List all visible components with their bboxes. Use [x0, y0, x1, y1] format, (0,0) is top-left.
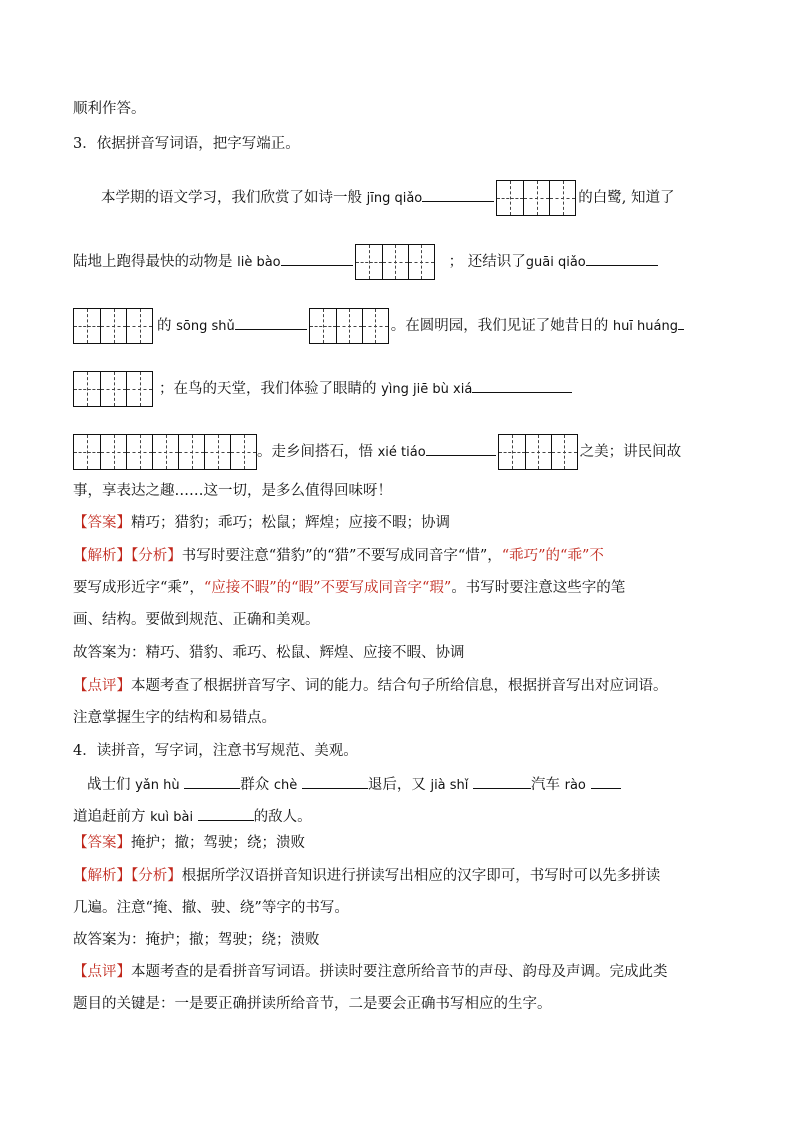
q4-text: 退后，又: [367, 777, 431, 793]
answer-blank[interactable]: [426, 440, 496, 456]
analysis-tag: 【解析】【分析】: [73, 868, 182, 884]
q3-line-1: [101, 180, 674, 216]
q3-line-2: [73, 244, 658, 280]
analysis-3-line-2: [73, 578, 625, 598]
pinyin: guāi qiǎo: [525, 255, 586, 270]
analysis-4-line-1: [73, 866, 660, 886]
answer-blank[interactable]: [422, 186, 494, 202]
pinyin: huī huáng: [612, 319, 678, 334]
writing-grid[interactable]: [355, 244, 435, 280]
answer-blank[interactable]: [281, 250, 353, 266]
answer-tag: 【答案】: [73, 835, 131, 851]
q3-text: 本学期的语文学习，我们欣赏了如诗一般: [101, 190, 367, 206]
q4-text: 汽车: [531, 777, 565, 793]
comment-4-line-2: 题目的关键是：一是要正确拼读所给音节，二是要会正确书写相应的生字。: [73, 996, 552, 1012]
answer-blank[interactable]: [184, 773, 240, 789]
answer-blank[interactable]: [678, 314, 684, 330]
analysis-3-line-1: [73, 546, 604, 566]
q3-line-3: [73, 308, 684, 344]
analysis-text: 要写成形近字“乘”，: [73, 580, 204, 596]
comment-text: 本题考查了根据拼音写字、词的能力。结合句子所给信息，根据拼音写出对应词语。: [131, 678, 668, 694]
q4-text: 的敌人。: [253, 809, 312, 825]
writing-grid[interactable]: [73, 371, 153, 407]
comment-4-line-1: [73, 962, 668, 982]
continuation-text: 顺利作答。: [73, 101, 146, 117]
pinyin: kuì bài: [150, 810, 194, 825]
comment-3-line-2: 注意掌握生字的结构和易错点。: [73, 710, 276, 726]
pinyin: liè bào: [237, 255, 281, 270]
answer-blank[interactable]: [235, 314, 307, 330]
answer-blank[interactable]: [302, 773, 368, 789]
answer-text: 掩护；撤；驾驶；绕；溃败: [131, 835, 305, 851]
q3-text: 陆地上跑得最快的动物是: [73, 254, 238, 270]
pinyin: jià shǐ: [430, 778, 469, 793]
analysis-text-red: “应接不暇”的“暇”不要写成同音字“瑕”: [203, 580, 452, 596]
answer-blank[interactable]: [591, 773, 621, 789]
analysis-tag: 【解析】【分析】: [73, 548, 182, 564]
analysis-3-line-3: 画、结构。要做到规范、正确和美观。: [73, 612, 320, 628]
q3-text: 。在圆明园，我们见证了她昔日的: [390, 318, 613, 334]
final-answer-3: 故答案为：精巧、猎豹、乖巧、松鼠、辉煌、应接不暇、协调: [73, 645, 465, 661]
pinyin: rào: [564, 778, 586, 793]
q4-text: 道追赶前方: [73, 809, 151, 825]
writing-grid[interactable]: [73, 308, 153, 344]
answer-blank[interactable]: [472, 377, 572, 393]
q3-text: 。走乡间搭石，悟: [257, 444, 378, 460]
q3-text: 的: [157, 318, 177, 334]
final-answer-4: 故答案为：掩护；撤；驾驶；绕；溃败: [73, 932, 320, 948]
answer-blank[interactable]: [586, 250, 658, 266]
pinyin: yǎn hù: [135, 778, 180, 793]
q4-text: 战士们: [87, 777, 136, 793]
pinyin: xié tiáo: [377, 445, 426, 460]
pinyin: sōng shǔ: [176, 319, 235, 334]
q3-text: 的白鹭, 知道了: [578, 190, 675, 206]
answer-4: [73, 833, 305, 853]
analysis-4-line-2: 几遍。注意“掩、撤、驶、绕”等字的书写。: [73, 900, 349, 916]
comment-text: 本题考查的是看拼音写词语。拼读时要注意所给音节的声母、韵母及声调。完成此类: [131, 964, 668, 980]
q4-line-1: [87, 773, 621, 796]
q3-line-4: [73, 371, 572, 407]
question-4-title: 4．读拼音，写字词，注意书写规范、美观。: [73, 743, 358, 759]
pinyin: chè: [273, 778, 298, 793]
writing-grid[interactable]: [498, 434, 578, 470]
answer-tag: 【答案】: [73, 515, 131, 531]
q3-line-6: 事，享表达之趣……这一切，是多么值得回味呀！: [73, 483, 392, 499]
answer-text: 精巧；猎豹；乖巧；松鼠；辉煌；应接不暇；协调: [131, 515, 450, 531]
q3-line-5: [73, 434, 681, 470]
q4-line-2: [73, 805, 312, 828]
analysis-text-red: “乖巧”的“乖”不: [501, 548, 604, 564]
answer-3: [73, 513, 450, 533]
analysis-text: 书写时要注意“猎豹”的“猎”不要写成同音字“惜”，: [181, 548, 502, 564]
writing-grid[interactable]: [309, 308, 389, 344]
answer-blank[interactable]: [198, 805, 254, 821]
pinyin: jīng qiǎo: [366, 191, 423, 206]
comment-tag: 【点评】: [73, 678, 131, 694]
pinyin: yìng jiē bù xiá: [381, 382, 473, 397]
writing-grid[interactable]: [496, 180, 576, 216]
q3-text: 之美；讲民间故: [579, 444, 682, 460]
q3-text: ；在鸟的天堂，我们体验了眼睛的: [159, 381, 382, 397]
answer-blank[interactable]: [473, 773, 531, 789]
q3-text: ； 还结识了: [448, 254, 526, 270]
comment-3-line-1: [73, 676, 668, 696]
q4-text: 群众: [240, 777, 274, 793]
analysis-text: 根据所学汉语拼音知识进行拼读写出相应的汉字即可，书写时可以先多拼读: [181, 868, 661, 884]
analysis-text: 。书写时要注意这些字的笔: [451, 580, 626, 596]
comment-tag: 【点评】: [73, 964, 131, 980]
question-3-title: 3．依据拼音写词语，把字写端正。: [73, 136, 300, 152]
writing-grid-large[interactable]: [73, 434, 257, 470]
